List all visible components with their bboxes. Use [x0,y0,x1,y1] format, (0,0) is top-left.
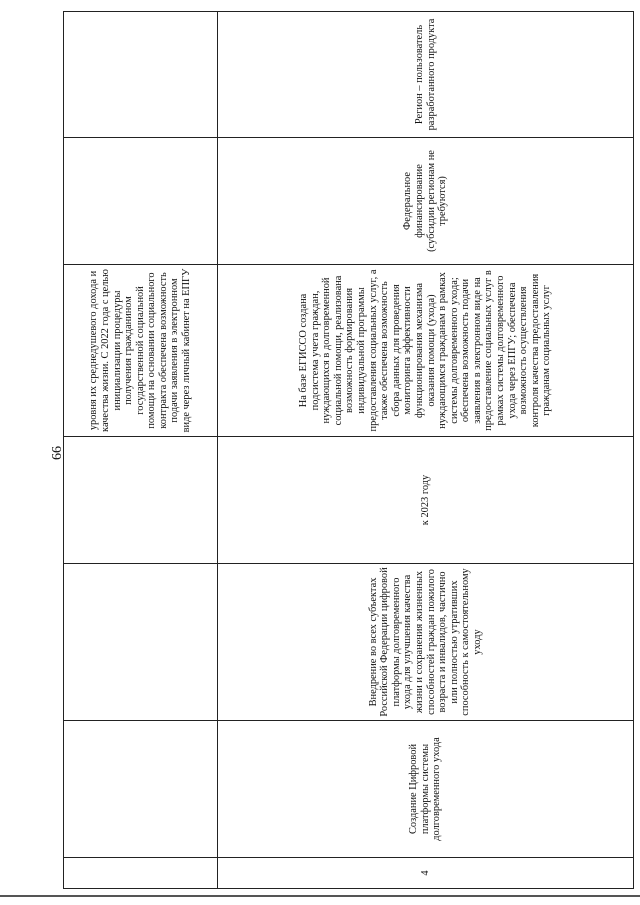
cell-financing [218,138,634,265]
measure-note: Регион – пользователь разработанного продукта [413,18,437,131]
cell-note-empty [64,12,218,138]
page-number: 66 [50,446,65,460]
cell-date [218,437,634,564]
table-row [218,12,634,889]
cell-goal-empty [64,564,218,721]
measure-result: На базе ЕГИССО создана подсистема учета граждан, нуждающихся в долговременной социальной помощи, реализована возможность формирования индивидуальной программы предоставления социальных услуг, а также обеспечена возможность сбора данных для проведения мониторинга эффективности функционирования механизма оказания помощи (ухода) нуждающимся гражданам в рамках системы долговременного ухода; обеспечена возможность подачи заявления в электронном виде на предоставление социальных услуг в рамках системы долговременного ухода через ЕПГУ; обеспечена возможность осуществления контроля качества предоставления гражданам социальных услуг [297,269,553,432]
cell-result [218,265,634,437]
cell-number-empty [64,858,218,889]
cell-date-empty [64,437,218,564]
cell-name-empty [64,721,218,858]
cell-name [218,721,634,858]
measures-table [63,11,634,889]
cell-note [218,12,634,138]
rotated-table-sheet [63,18,633,889]
table-row [64,12,218,889]
result-continued-text: уровня их среднедушевого дохода и качества жизни. С 2022 года с целью инициализации процедуры получения гражданином государственной социальной помощи на основании социального контракта обеспечена возможность подачи заявления в электронном виде через личный кабинет на ЕПГУ [88,268,193,433]
measure-deadline: к 2023 году [419,474,431,526]
cell-financing-empty [64,138,218,265]
cell-result-continued [64,265,218,437]
measure-goal: Внедрение во всех субъектах Российской Федерации цифровой платформы долговременного ухода для улучшения качества жизни и сохранения жизненных способностей граждан пожилого возраста и инвалидов, частично или полностью утративших способность к самостоятельному уходу [367,567,483,717]
measure-financing: Федеральное финансирование (субсидии регионам не требуются) [402,150,449,252]
cell-number [218,858,634,889]
cell-goal [218,564,634,721]
measure-name: Создание Цифровой платформы системы долговременного ухода [408,737,443,841]
scan-bottom-edge [0,895,640,897]
row-number: 4 [419,870,431,876]
